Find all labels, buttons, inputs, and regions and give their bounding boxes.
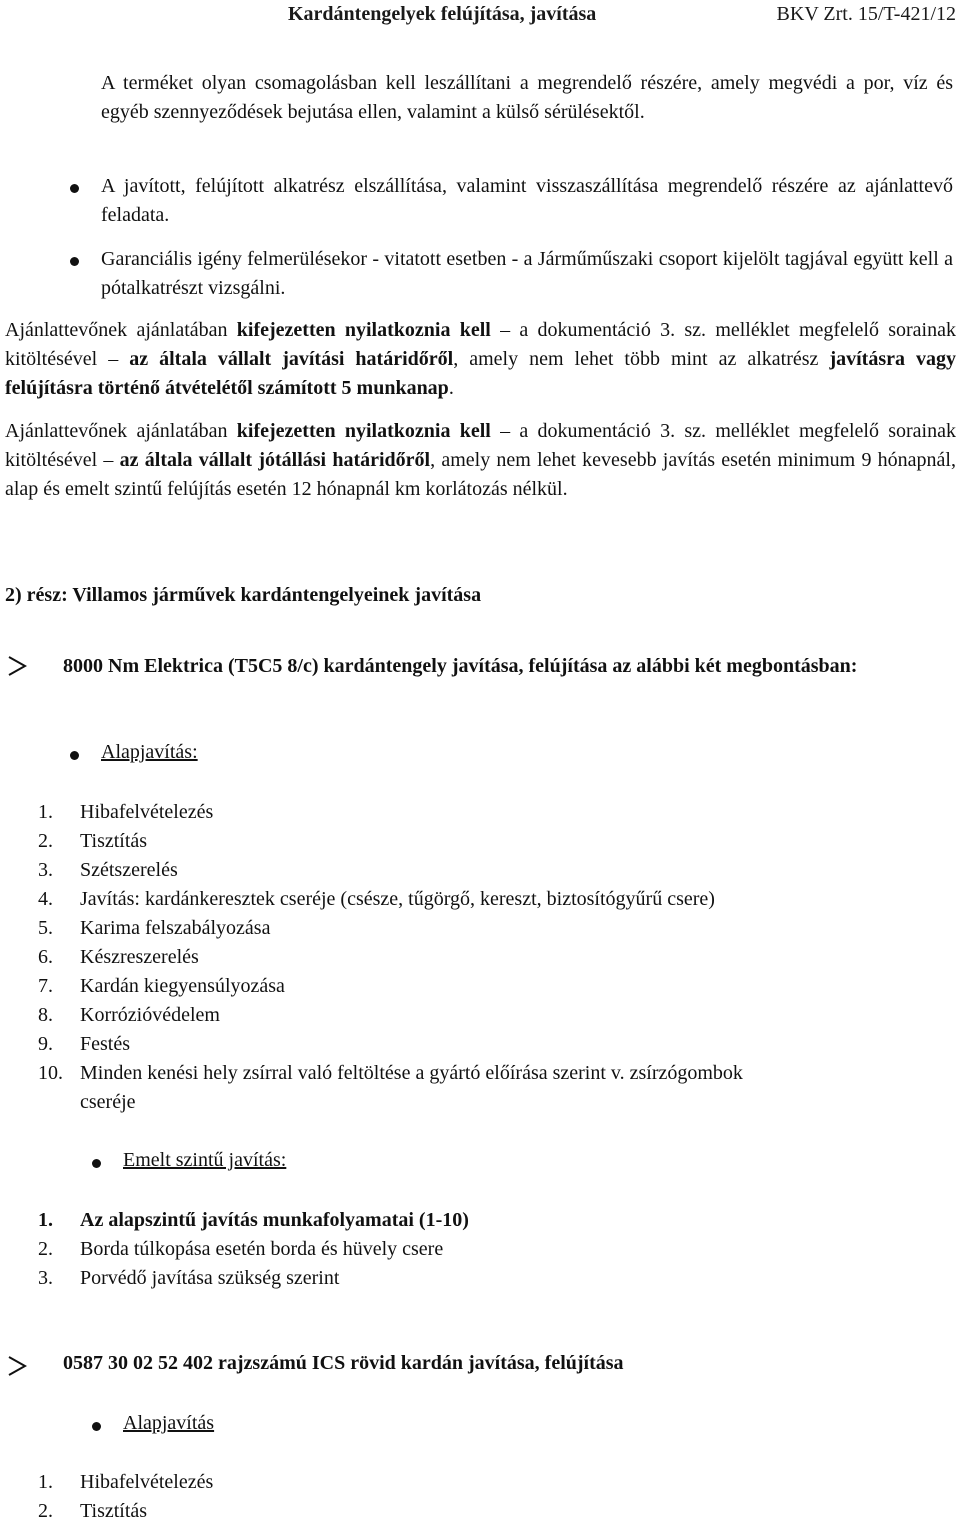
repair-deadline-paragraph <box>5 316 956 403</box>
arrowhead-bullet-icon <box>7 655 27 677</box>
bullet-dot-icon <box>70 257 79 266</box>
list-number: 4. <box>38 888 53 910</box>
text-run-bold: kifejezetten nyilatkoznia kell <box>236 319 491 341</box>
text-run: . <box>448 377 454 399</box>
list-number: 10. <box>38 1062 63 1084</box>
text-run: , amely nem lehet kevesebb javítás esetén minimum 9 hónapnál, alap és emelt szintű felújítás esetén 12 hónapnál km korlátozás nélkül. <box>5 449 956 500</box>
list-text: Korrózióvédelem <box>80 1004 220 1026</box>
document-title: Kardántengelyek felújítása, javítása <box>288 3 597 25</box>
text-run-bold: az általa vállalt jótállási határidőről <box>119 449 431 471</box>
bullet-item <box>101 245 953 303</box>
list-number: 9. <box>38 1033 53 1055</box>
text-run: Ajánlattevőnek ajánlatában <box>5 420 237 442</box>
text-run: – a dokumentáció 3. sz. melléklet megfelelő sorainak kitöltésével – <box>5 319 956 370</box>
list-number: 1. <box>38 1471 53 1493</box>
packaging-paragraph <box>101 69 953 127</box>
list-number: 2. <box>38 1500 53 1522</box>
warranty-text <box>5 417 956 504</box>
list-text: Az alapszintű javítás munkafolyamatai (1-10) <box>80 1209 469 1231</box>
list-text: Festés <box>80 1033 130 1055</box>
list-text: Szétszerelés <box>80 859 178 881</box>
list-text: Karima felszabályozása <box>80 917 271 939</box>
repair-deadline-text <box>5 316 956 403</box>
list-number: 8. <box>38 1004 53 1026</box>
list-number: 1. <box>38 801 53 823</box>
list-number: 7. <box>38 975 53 997</box>
warranty-paragraph <box>5 417 956 504</box>
text-run-bold: kifejezetten nyilatkoznia kell <box>236 420 491 442</box>
bullet-dot-icon <box>70 751 79 760</box>
bullet-dot-icon <box>70 184 79 193</box>
bullet-dot-icon <box>92 1422 101 1431</box>
document-reference: BKV Zrt. 15/T-421/12 <box>776 3 956 25</box>
list-text: cseréje <box>80 1091 136 1113</box>
section-heading: 2) rész: Villamos járművek kardántengelyeinek javítása <box>5 584 482 606</box>
bullet-text: A javított, felújított alkatrész elszállítása, valamint visszaszállítása megrendelő részére az ajánlattevő feladata. <box>101 175 953 226</box>
item1-title-text: 8000 Nm Elektrica (T5C5 8/c) kardántengely javítása, felújítása az alábbi két megbontásban: <box>63 655 858 677</box>
list-number: 3. <box>38 1267 53 1289</box>
text-run: Ajánlattevőnek ajánlatában <box>5 319 237 341</box>
page-header <box>288 2 956 28</box>
text-run: , amely nem lehet több mint az alkatrész <box>453 348 830 370</box>
basic-repair-label: Alapjavítás: <box>101 741 198 763</box>
text-run-bold: az általa vállalt javítási határidőről <box>129 348 454 370</box>
list-text: Minden kenési hely zsírral való feltöltése a gyártó előírása szerint v. zsírzógombok <box>80 1062 743 1084</box>
list-text: Porvédő javítása szükség szerint <box>80 1267 340 1289</box>
list-number: 3. <box>38 859 53 881</box>
list-text: Tisztítás <box>80 1500 148 1522</box>
arrowhead-bullet-icon <box>7 1355 27 1377</box>
list-number: 2. <box>38 830 53 852</box>
list-text: Kardán kiegyensúlyozása <box>80 975 285 997</box>
list-text: Hibafelvételezés <box>80 1471 214 1493</box>
text-run-bold: javításra vagy felújításra történő átvételétől számított 5 munkanap <box>5 348 956 399</box>
list-text: Javítás: kardánkeresztek cseréje (csésze, tűgörgő, kereszt, biztosítógyűrű csere) <box>80 888 715 910</box>
bullet-dot-icon <box>92 1159 101 1168</box>
item2-title: 0587 30 02 52 402 rajzszámú ICS rövid kardán javítása, felújítása <box>63 1352 624 1374</box>
item2-basic-repair-label: Alapjavítás <box>123 1412 215 1434</box>
list-text: Tisztítás <box>80 830 148 852</box>
list-number: 1. <box>38 1209 53 1231</box>
list-number: 6. <box>38 946 53 968</box>
list-number: 5. <box>38 917 53 939</box>
item1-title <box>63 652 956 681</box>
list-text: Borda túlkopása esetén borda és hüvely csere <box>80 1238 444 1260</box>
list-number: 2. <box>38 1238 53 1260</box>
raised-repair-label: Emelt szintű javítás: <box>123 1149 287 1171</box>
list-text: Készreszerelés <box>80 946 199 968</box>
bullet-text: Garanciális igény felmerülésekor - vitatott esetben - a Járműműszaki csoport kijelölt tagjával együtt kell a pótalkatrészt vizsgálni. <box>101 248 953 299</box>
list-text: Hibafelvételezés <box>80 801 214 823</box>
text-run: – a dokumentáció 3. sz. melléklet megfelelő sorainak kitöltésével – <box>5 420 956 471</box>
packaging-text: A terméket olyan csomagolásban kell leszállítani a megrendelő részére, amely megvédi a por, víz és egyéb szennyeződések bejutása ellen, valamint a külső sérülésektől. <box>101 72 953 123</box>
bullet-item <box>101 172 953 230</box>
